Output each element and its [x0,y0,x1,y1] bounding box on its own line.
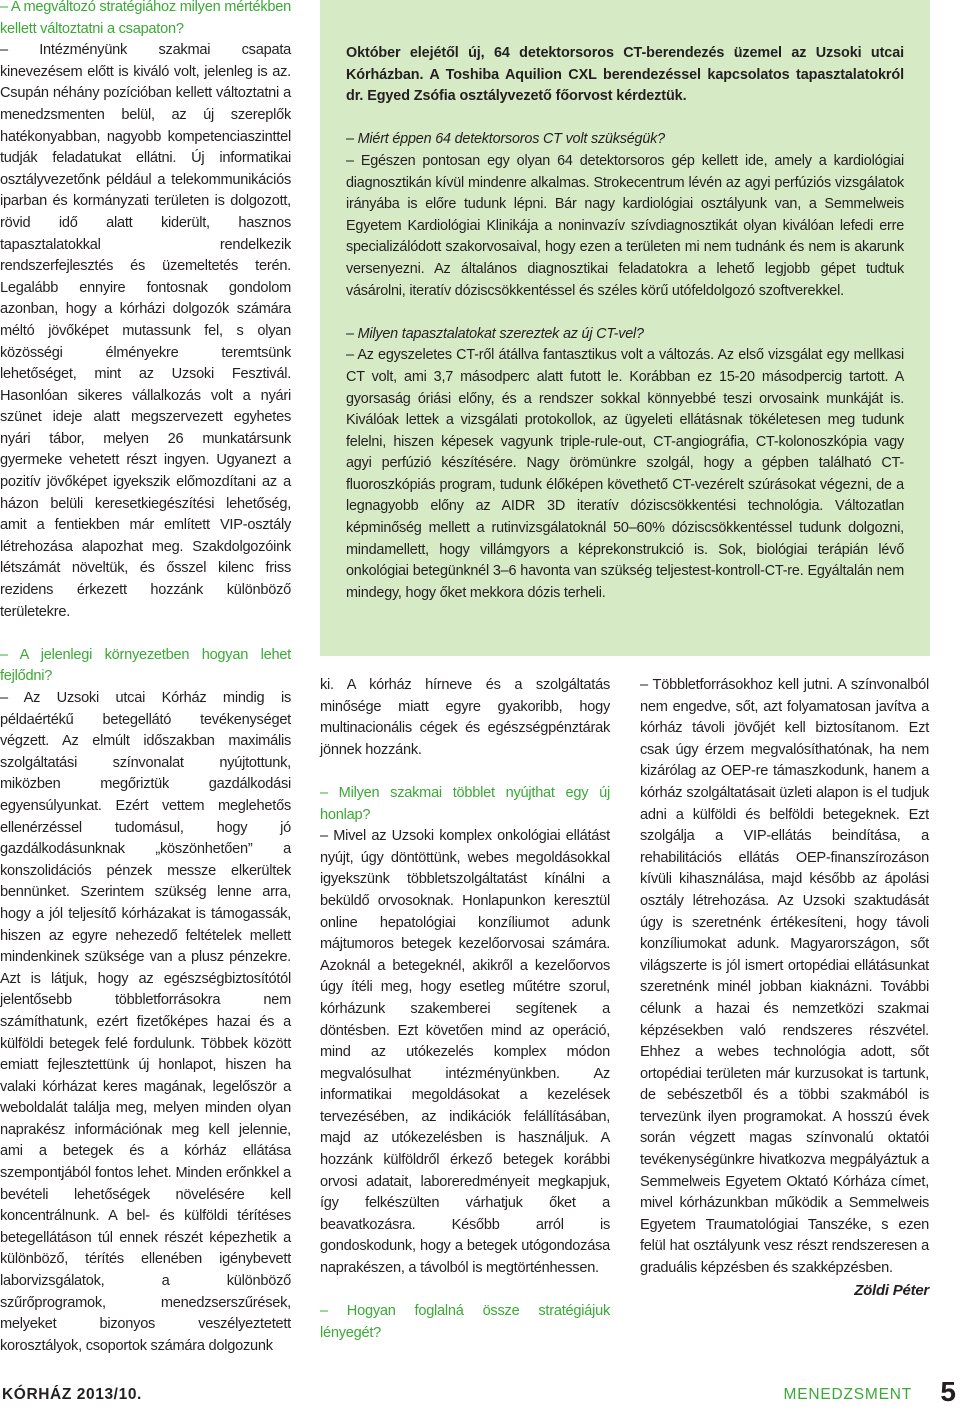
ct-interview-box [320,0,930,656]
footer-publication: KÓRHÁZ 2013/10. [2,1386,142,1403]
box-answer-64-ct: – Egészen pontosan egy olyan 64 detektorsoros gép kellett ide, amely a kardiológiai diagnosztikán kívül mindenre alkalmas. Strokecentrum lévén az agyi perfúziós vizsgálatok irányába is előre tudunk lépni. Bár nagy kardiológiai osztályunk van, a Semmelweis Egyetem Kardiológiai Klinikája a noninvazív szívdiagnosztikát olyan kiválóan lefedi erre specializálódott szakorvosaival, hogy ezen a területen mi nem tudnánk és nem is akarunk versenyezni. Az általános diagnosztikai feladatokra a lehető legjobb gépet tudtuk vásárolni, iteratív dóziscsökkentéssel és széles körű utófeldolgozó szoftverekkel. [346,152,904,299]
answer-development: – Az Uzsoki utcai Kórház mindig is példaértékű betegellátó tevékenységet végzett. Az elmúlt időszakban maximális szolgáltatási színvonalat nyújtottunk, miközben megőriztük gazdálkodási egyensúlyunkat. Ezért vettem meglehetős ellenérzéssel tudomásul, hogy jó gazdálkodásunknak „köszönhetően” a konszolidációs pénzek messze elkerültek bennünket. Szerintem szükség lenne arra, hogy a jól teljesítő kórházakat is támogassák, hiszen az egyre nehezedő feltételek mellett mindenkinek szüksége van a plusz pénzekre. Azt is látjuk, hogy az egészségbiztosítótól jelentősebb többletforrásokra nem számíthatunk, ezért fizetőképes hazai és a külföldi betegek felé fordulunk. Többek között emiatt fejlesztettünk új honlapot, hiszen ha valaki kórházat keres magának, legelőször a weboldalát találja meg, melyen minden olyan naprakész információnak meg kell jelennie, ami a betegek és a kórház ellátása szempontjából fontos lehet. Minden erőnkkel a bevételi lehetőségek növelésére kell koncentrálnunk. A bel- és külföldi térítéses betegellátáson túl ennek részét képezhetik a különböző, térítés ellenében igénybevett laborvizsgálatok, a különböző szűrőprogramok, menedzserszűrések, melyeket bizonyos veszélyeztetett korosztályok, csoportok számára dolgozunk [0,690,291,1354]
box-title: Október elejétől új, 64 detektorsoros CT-berendezés üzemel az Uzsoki utcai Kórházban. A Toshiba Aquilion CXL berendezéssel kapcsolatos tapasztalatokról dr. Egyed Zsófia osztályvezető főorvost kérdeztük. [346,45,904,105]
right-column [640,675,929,1301]
box-question-64-ct: – Miért éppen 64 detektorsoros CT volt szükségük? [346,131,665,148]
footer-section: MENEDZSMENT [783,1386,912,1403]
answer-strategy-summary: – Többletforrásokhoz kell jutni. A színvonalból nem engedve, sőt, azt folyamatosan javítva a kórház távoli jövőjét kell biztosítanom. Ezt csak úgy érzem megvalósíthatónak, ha nem kizárólag az OEP-re támaszkodunk, hanem a kórház szolgáltatásait üzleti alapon is el tudjuk adni a külföldi és belföldi betegeknek. Ezt szolgálja a VIP-ellátás beindítása, a rehabilitációs ellátás OEP-finanszírozáson kívüli kihasználása, majd később az ápolási osztály létrehozása. Az Uzsoki szaktudását úgy is szeretnénk értékesíteni, hogy távoli konzíliumokat adunk. Magyarországon, sőt világszerte is jól ismert ortopédiai ellátásunkat szeretnénk minél jobban kiaknázni. További célunk a hazai és nemzetközi szakmai képzésekben való rendszeres részvétel. Ehhez a webes technológia adott, sőt ortopédiai területen már kurzusokat is tartunk, de sebészetből és a többi szakmából is tervezünk ilyen programokat. A hosszú évek során végzett magas színvonalú oktatói tevékenységünkre hivatkozva megpályáztuk a Semmelweis Egyetem Oktató Kórháza címet, mivel kórházunkban működik a Semmelweis Egyetem Traumatológiai Tanszéke, s ezen felül hat osztályunk vesz részt rendszeresen a graduális képzésben és szakképzésben. [640,677,929,1277]
question-website: – Milyen szakmai többlet nyújthat egy új honlap? [320,784,610,823]
answer-website: – Mivel az Uzsoki komplex onkológiai ellátást nyújt, úgy döntöttünk, webes megoldásokkal igyekszünk többletszolgáltatást kínálni a beküldő orvosoknak. Honlapunkon keresztül online hepatológiai konzíliumot adunk májtumoros betegek kezelőorvosai számára. Azoknál a betegeknél, akikről a kezelőorvos úgy ítéli meg, hogy esetleg műtétre szorul, kórházunk szakemberei segítenek a döntésben. Ezt követően mind az operáció, mind az utókezelés komplex módon megvalósulhat intézményünkben. Az informatikai megoldásokat a kezelések tervezésében, az indikációk felállításában, majd az utókezelésben is használjuk. A hozzánk külföldről érkező betegek korábbi orvosi adatait, laboreredményeit megkapjuk, így felkészülten várhatjuk őket a beavatkozásra. Később arról is gondoskodunk, hogy a betegek utógondozása naprakészen, a távolból is megtörténhessen. [320,828,610,1277]
question-strategy-summary: – Hogyan foglalná össze stratégiájuk lényegét? [320,1303,610,1341]
box-question-experience: – Milyen tapasztalatokat szereztek az új CT-vel? [346,325,644,342]
answer-strategy-team: – Intézményünk szakmai csapata kinevezésem előtt is kiváló volt, jelenleg is az. Csupán néhány pozícióban kellett változtatni a menedzsmenten belül, az új szereplők hatékonyabban, nagyobb kompetenciaszinttel tudják feladatukat ellátni. Új informatikai osztályvezetőnk például a telekommunikációs iparban és kormányzati területen is dolgozott, rövid idő alatt kiderült, hasznos tapasztalatokkal rendelkezik rendszerfejlesztés és üzemeltetés terén. Legalább ennyire fontosnak gondolom azonban, hogy a kórházi dolgozók számára méltó jövőképet mutassunk fel, s olyan közösségi élményekre teremtsünk lehetőséget, mint az Uzsoki Fesztivál. Hasonlóan sikeres vállalkozás volt a nyári szünet ideje alatt megszervezett egyhetes nyári tábor, melyen 26 munkatársunk gyermeke vehetett részt ingyen. Ugyanezt a pozitív jövőképet igyekszik előmozdítani az a házon belüli keresetkiegészítési lehetőség, amit a fentiekben már említett VIP-osztály létrehozása alapozhat meg. Szakdolgozóink létszámát növeltük, és ősszel kilenc friss rezidens érkezett hozzánk különböző területekre. [0,42,291,620]
author-signature: Zöldi Péter [854,1281,929,1299]
page-number: 5 [940,1376,956,1407]
left-column [0,0,291,1357]
question-development: – A jelenlegi környezetben hogyan lehet fejlődni? [0,646,291,685]
answer-development-continued: ki. A kórház hírneve és a szolgáltatás minősége miatt egyre gyakoribb, hogy multinacionális cégek és egészségpénztárak jönnek hozzánk. [320,677,610,758]
middle-column [320,675,610,1344]
box-answer-experience: – Az egyszeletes CT-ről átállva fantasztikus volt a változás. Az első vizsgálat egy mellkasi CT volt, ami 3,7 másodperc alatt futott le. Korábban ez 15-20 másodpercig tartott. A gyorsaság óriási előny, és a rendszer sokkal könnyebbé teszi orvosaink munkáját is. Kiválóak lettek a vizsgálati protokollok, az ügyeleti ellátásnak tökéletesen meg tudunk felelni, hiszen képesek vagyunk triple-rule-out, CT-angiográfia, CT-kolonoszkópia vagy agyi perfúzió készítésére. Nagy örömünkre szolgál, hogy a gépben található CT-fluoroszkópiás program, tudunk élőképen követhető CT-vezérelt szúrásokat végezni, de a legnagyobb előny az AIDR 3D iteratív dóziscsökkentési technológia. Változatlan képminőség mellett a rutinvizsgálatoknál 50–60% dóziscsökkentéssel tudunk dolgozni, mindamellett, hogy villámgyors a képrekonstrukció is. Sok, biológiai terápián lévő onkológiai betegünknél 3–6 havonta van szükség teljestest-kontroll-CT-re. Egyáltalán nem mindegy, hogy őket mekkora dózis terheli. [346,347,904,601]
question-strategy-team: – A megváltozó stratégiához milyen mértékben kellett változtatni a csapaton? [0,0,291,37]
